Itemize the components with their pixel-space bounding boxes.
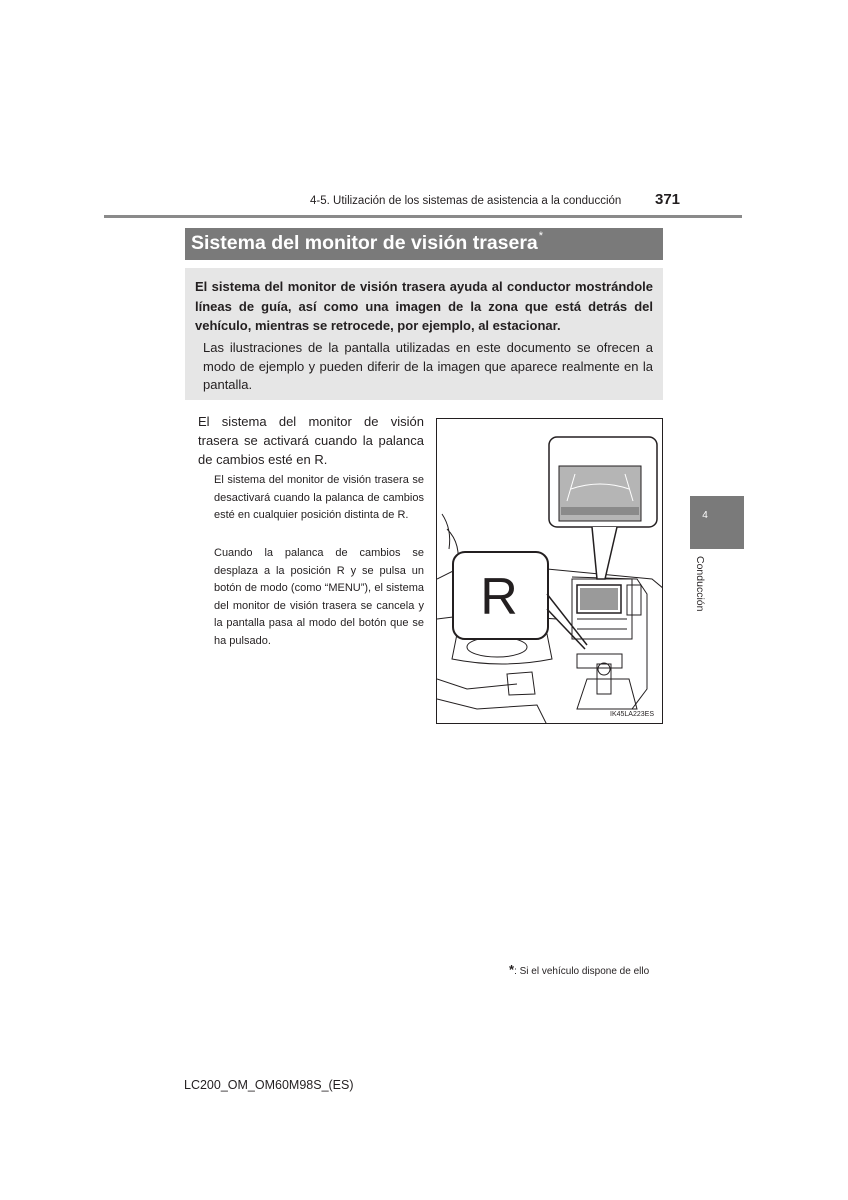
figure-code: IK45LA223ES [610, 711, 654, 718]
chapter-label: Conducción [694, 556, 706, 612]
sub-paragraph-deactivation: El sistema del monitor de visión trasera se desactivará cuando la palanca de cambios esté en cualquier posición distinta de R. [214, 474, 424, 521]
header-rule [104, 215, 742, 218]
footnote-text: : Si el vehículo dispone de ello [514, 966, 650, 977]
page-number: 371 [655, 191, 681, 208]
document-code: LC200_OM_OM60M98S_(ES) [184, 1078, 354, 1092]
intro-note: Las ilustraciones de la pantalla utilizadas en este documento se ofrecen a modo de ejemplo y pueden diferir de la imagen que aparece realmente en la pantalla. [203, 340, 653, 392]
footnote-asterisk: * [509, 962, 515, 977]
intro-summary: El sistema del monitor de visión trasera ayuda al conductor mostrándole líneas de guía, así como una imagen de la zona que está detrás del vehículo, mientras se retrocede, por ejemplo, al estacionar. [195, 279, 653, 333]
sub-paragraph-cancel: Cuando la palanca de cambios se desplaza a la posición R y se pulsa un botón de modo (como “MENU”), el sistema del monitor de visión trasera se cancela y la pantalla pasa al modo del botón que se ha pulsado. [214, 547, 424, 647]
running-header: 4-5. Utilización de los sistemas de asistencia a la conducción [310, 195, 622, 207]
section-title [191, 232, 543, 255]
section-title-text: Sistema del monitor de visión trasera [191, 232, 538, 254]
section-title-bar [185, 228, 663, 260]
footnote [509, 962, 649, 977]
body-paragraph: El sistema del monitor de visión trasera se activará cuando la palanca de cambios esté en R. [198, 414, 424, 467]
intro-box [185, 268, 663, 400]
chapter-tab [690, 496, 744, 549]
title-asterisk: * [538, 230, 544, 242]
gear-r-label: R [480, 568, 518, 626]
chapter-number: 4 [702, 510, 708, 521]
dashboard-drawing [437, 419, 663, 724]
chapter-label-wrapper [686, 556, 726, 626]
dashboard-illustration [436, 418, 663, 724]
